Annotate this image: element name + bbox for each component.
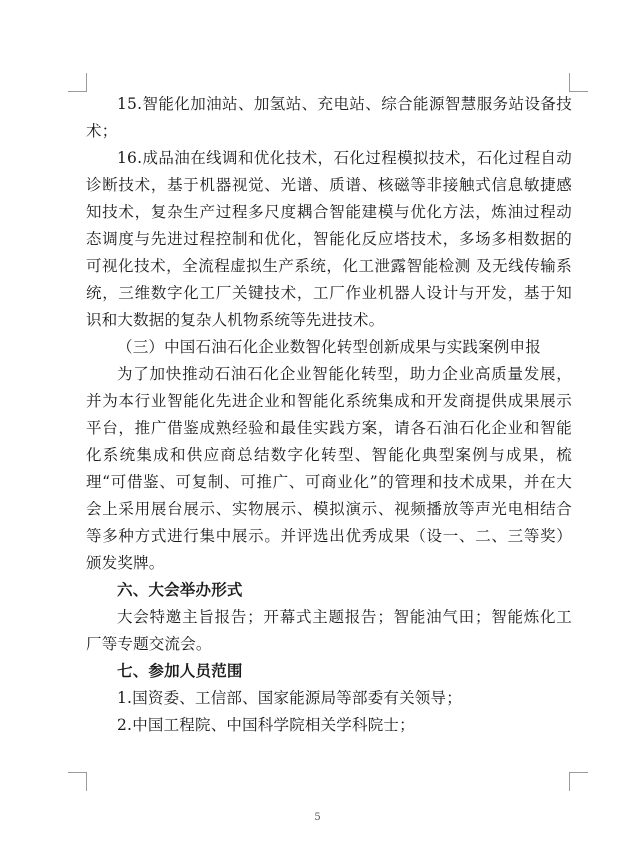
document-body (86, 91, 572, 739)
paragraph-section-6-body: 大会特邀主旨报告；开幕式主题报告；智能油气田；智能炼化工厂等专题交流会。 (86, 608, 572, 653)
margin-mark-top-right (569, 73, 588, 92)
margin-mark-top-left (68, 73, 87, 92)
paragraph-item-16: 16.成品油在线调和优化技术，石化过程模拟技术，石化过程自动诊断技术，基于机器视觉、光谱、质谱、核磁等非接触式信息敏捷感 知技术，复杂生产过程多尺度耦合智能建模与优化方法，炼油过程动态调度与先进过程控制和优化，智能化反应塔技术，多场多相数据的可视化技术，全流程虚拟生产系统，化工泄露智能检测 及无线传输系统，三维数字化工厂关键技术，工厂作业机器人设计与开发，基于知识和大数据的复杂人机物系统等先进技术。 (86, 149, 572, 329)
list-item: 2.中国工程院、中国科学院相关学科院士； (117, 716, 415, 734)
heading-section-7: 七、参加人员范围 (117, 662, 243, 680)
section-3-title: （三）中国石油石化企业数智化转型创新成果与实践案例申报 (117, 338, 541, 356)
margin-mark-bottom-left (68, 772, 87, 791)
margin-mark-bottom-right (569, 772, 588, 791)
heading-section-6: 六、大会举办形式 (117, 581, 243, 599)
list-item: 1.国资委、工信部、国家能源局等部委有关领导； (117, 689, 462, 707)
page-number: 5 (314, 812, 321, 823)
paragraph-item-15: 15.智能化加油站、加氢站、充电站、综合能源智慧服务站设备技术； (86, 95, 572, 140)
paragraph-section-3-body: 为了加快推动石油石化企业智能化转型，助力企业高质量发展，并为本行业智能化先进企业和智能化系统集成和开发商提供成果展示平台，推广借鉴成熟经验和最佳实践方案，请各石油石化企业和智能化系统集成和供应商总结数字化转型、智能化典型案例与成果，梳理“可借鉴、可复制、可推广、可商业化”的管理和技术成果，并在大会上采用展台展示、实物展示、模拟演示、视频播放等声光电相结合等多种方式进行集中展示。并评选出优秀成果（设一、二、三等奖）颁发奖牌。 (86, 365, 572, 572)
